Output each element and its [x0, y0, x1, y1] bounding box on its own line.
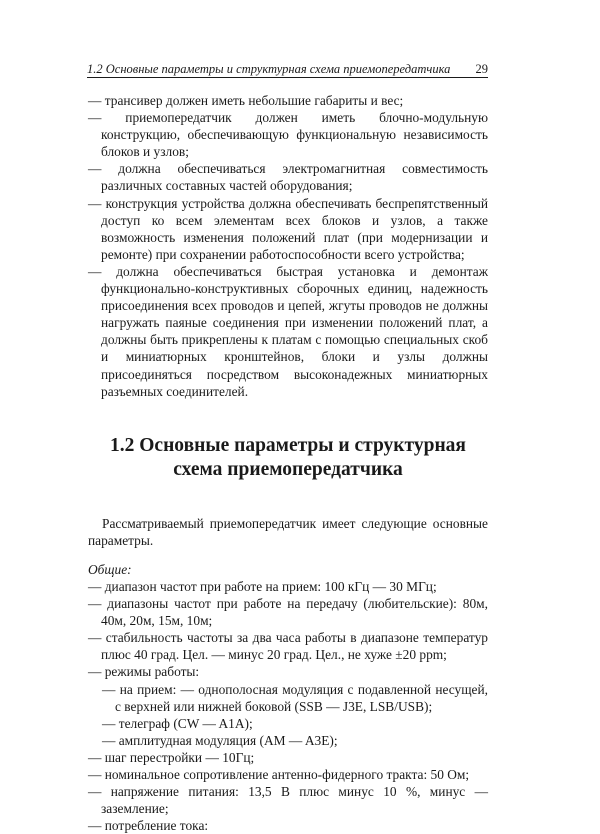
- requirement-item: — конструкция устройства должна обеспечивать беспрепятственный доступ ко всем элементам всех блоков и узлов, а также возможность изменения положений плат (при модернизации и ремонте) при сохранении работоспособности всего устройства;: [88, 195, 488, 262]
- parameter-subitem: — на прием: — однополосная модуляция с подавленной несущей, с верхней или нижней боковой (SSB — J3E, LSB/USB);: [102, 681, 488, 714]
- parameters-list: [88, 578, 488, 834]
- parameter-item: — номинальное сопротивление антенно-фидерного тракта: 50 Ом;: [88, 767, 470, 782]
- running-header: [87, 62, 488, 76]
- page-body: [88, 92, 488, 834]
- intro-paragraph: Рассматриваемый приемопередатчик имеет следующие основные параметры.: [88, 515, 488, 548]
- requirements-list: [88, 92, 488, 400]
- parameter-item: — режимы работы:: [88, 664, 200, 680]
- parameter-item: — диапазон частот при работе на прием: 100 кГц — 30 МГц;: [88, 578, 437, 594]
- parameter-item: — напряжение питания: 13,5 В плюс минус 10 %, минус — заземление;: [88, 784, 488, 817]
- parameter-item: — шаг перестройки — 10Гц;: [88, 749, 255, 765]
- parameter-subitem: — амплитудная модуляция (AM — A3E);: [102, 732, 338, 748]
- requirement-item: — приемопередатчик должен иметь блочно-модульную конструкцию, обеспечивающую функциональную независимость блоков и узлов;: [88, 110, 488, 160]
- general-params-label: Общие:: [88, 561, 132, 577]
- page-number: 29: [475, 62, 488, 76]
- requirement-item: — трансивер должен иметь небольшие габариты и вес;: [88, 93, 404, 108]
- parameter-item: — стабильность частоты за два часа работы в диапазоне температур плюс 40 град. Цел. — минус 20 град. Цел., не хуже ±20 ppm;: [88, 630, 488, 663]
- parameter-item: — диапазоны частот при работе на передачу (любительские): 80м, 40м, 20м, 15м, 10м;: [88, 596, 488, 629]
- running-header-title: 1.2 Основные параметры и структурная схема приемопередатчика: [87, 62, 451, 76]
- section-heading: 1.2 Основные параметры и структурная схема приемопередатчика: [110, 434, 466, 480]
- requirement-item: — должна обеспечиваться быстрая установка и демонтаж функционально-конструктивных сборочных единиц, надежность присоединения всех проводов и цепей, жгуты проводов не должны нагружать паяные соединения при изменении положений плат, а должны быть прикреплены к платам с помощью специальных скоб и миниатюрных кронштейнов, блоки и узлы должны присоединяться посредством высоконадежных миниатюрных разъемных соединителей.: [88, 263, 488, 399]
- parameter-subitem: — телеграф (CW — A1A);: [102, 715, 253, 731]
- header-rule: [87, 77, 488, 78]
- parameter-item: — потребление тока:: [88, 818, 209, 834]
- requirement-item: — должна обеспечиваться электромагнитная совместимость различных составных частей оборудования;: [88, 161, 488, 194]
